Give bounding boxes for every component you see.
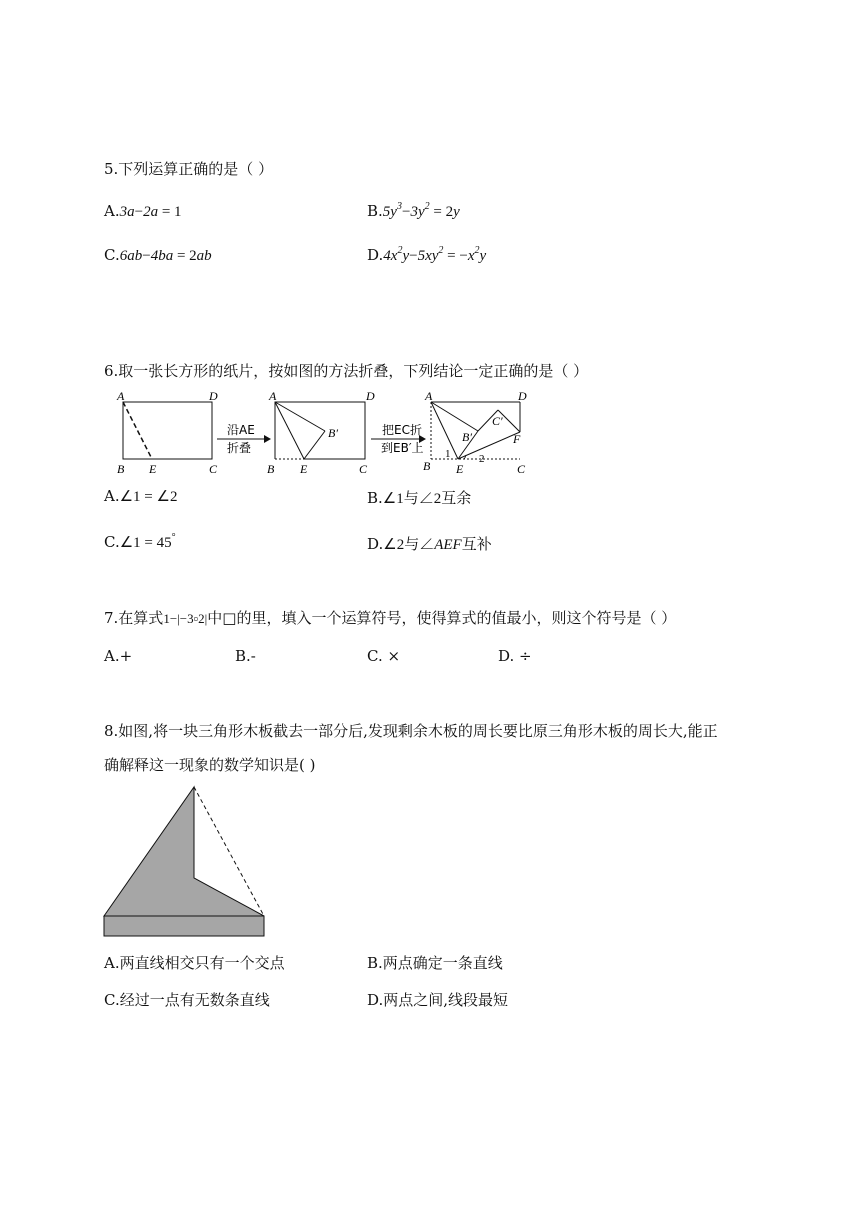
svg-text:B: B: [267, 462, 275, 476]
svg-text:到EB′上: 到EB′上: [381, 441, 424, 455]
svg-text:D: D: [518, 389, 527, 403]
q6-option-b: B.∠1与∠2互余: [367, 489, 472, 507]
svg-text:B′: B′: [328, 426, 338, 440]
q7-stem: 7.在算式1−|−3▫2|中□的里，填入一个运算符号，使得算式的值最小，则这个符号是（ ）: [104, 609, 677, 627]
q5-option-c: C.6ab−4ba = 2ab: [104, 246, 212, 264]
q5-option-d: $D.4x^2y-5xy^2 = -x^2y$: [367, 245, 487, 264]
svg-text:E: E: [149, 462, 157, 476]
q6-option-c: C.∠1 = 45°: [104, 532, 176, 551]
q7-option-b: B.-: [235, 647, 256, 665]
q5-option-b: $B.5y^3-3y^2 = 2y$: [367, 201, 460, 220]
q7-option-c: C. ×: [367, 647, 401, 665]
svg-text:F: F: [513, 432, 521, 446]
svg-text:C: C: [209, 462, 218, 476]
q7-option-a: A.+: [104, 647, 133, 665]
q8-stem-line2: 确解释这一现象的数学知识是( ): [104, 756, 316, 774]
svg-text:C: C: [517, 462, 526, 476]
svg-text:1: 1: [445, 448, 451, 460]
q5-option-a: A.3a−2a = 1: [104, 202, 182, 220]
svg-text:2: 2: [479, 453, 485, 465]
svg-text:A: A: [269, 389, 277, 403]
svg-text:沿AE: 沿AE: [227, 423, 255, 437]
q8-option-b: B.两点确定一条直线: [367, 954, 503, 972]
q8-option-a: A.两直线相交只有一个交点: [104, 954, 285, 972]
q8-wood-board-figure: [100, 784, 270, 942]
svg-text:D: D: [366, 389, 375, 403]
q6-folding-figure: [100, 385, 540, 477]
svg-text:C: C: [359, 462, 368, 476]
svg-text:E: E: [300, 462, 308, 476]
q8-option-d: D.两点之间,线段最短: [367, 991, 509, 1009]
svg-text:E: E: [456, 462, 464, 476]
q8-option-c: C.经过一点有无数条直线: [104, 991, 270, 1009]
svg-text:B: B: [117, 462, 125, 476]
svg-text:A: A: [117, 389, 125, 403]
svg-text:折叠: 折叠: [227, 441, 252, 455]
svg-text:把EC折: 把EC折: [382, 423, 422, 437]
svg-text:A: A: [425, 389, 433, 403]
svg-text:B: B: [423, 459, 431, 473]
q8-stem-line1: 8.如图,将一块三角形木板截去一部分后,发现剩余木板的周长要比原三角形木板的周长大,能正: [104, 722, 718, 740]
q6-option-a: A.∠1 = ∠2: [104, 487, 178, 505]
svg-text:D: D: [209, 389, 218, 403]
svg-text:B′: B′: [462, 430, 472, 444]
q7-option-d: D. ÷: [498, 647, 532, 665]
q7-expression: 1−|−3▫2|: [163, 611, 208, 626]
q6-stem: 6.取一张长方形的纸片，按如图的方法折叠，下列结论一定正确的是（ ）: [104, 362, 589, 380]
q5-stem: 5.下列运算正确的是（ ）: [104, 160, 274, 178]
q6-option-d: D.∠2与∠AEF互补: [367, 535, 492, 553]
svg-text:C′: C′: [492, 414, 503, 428]
